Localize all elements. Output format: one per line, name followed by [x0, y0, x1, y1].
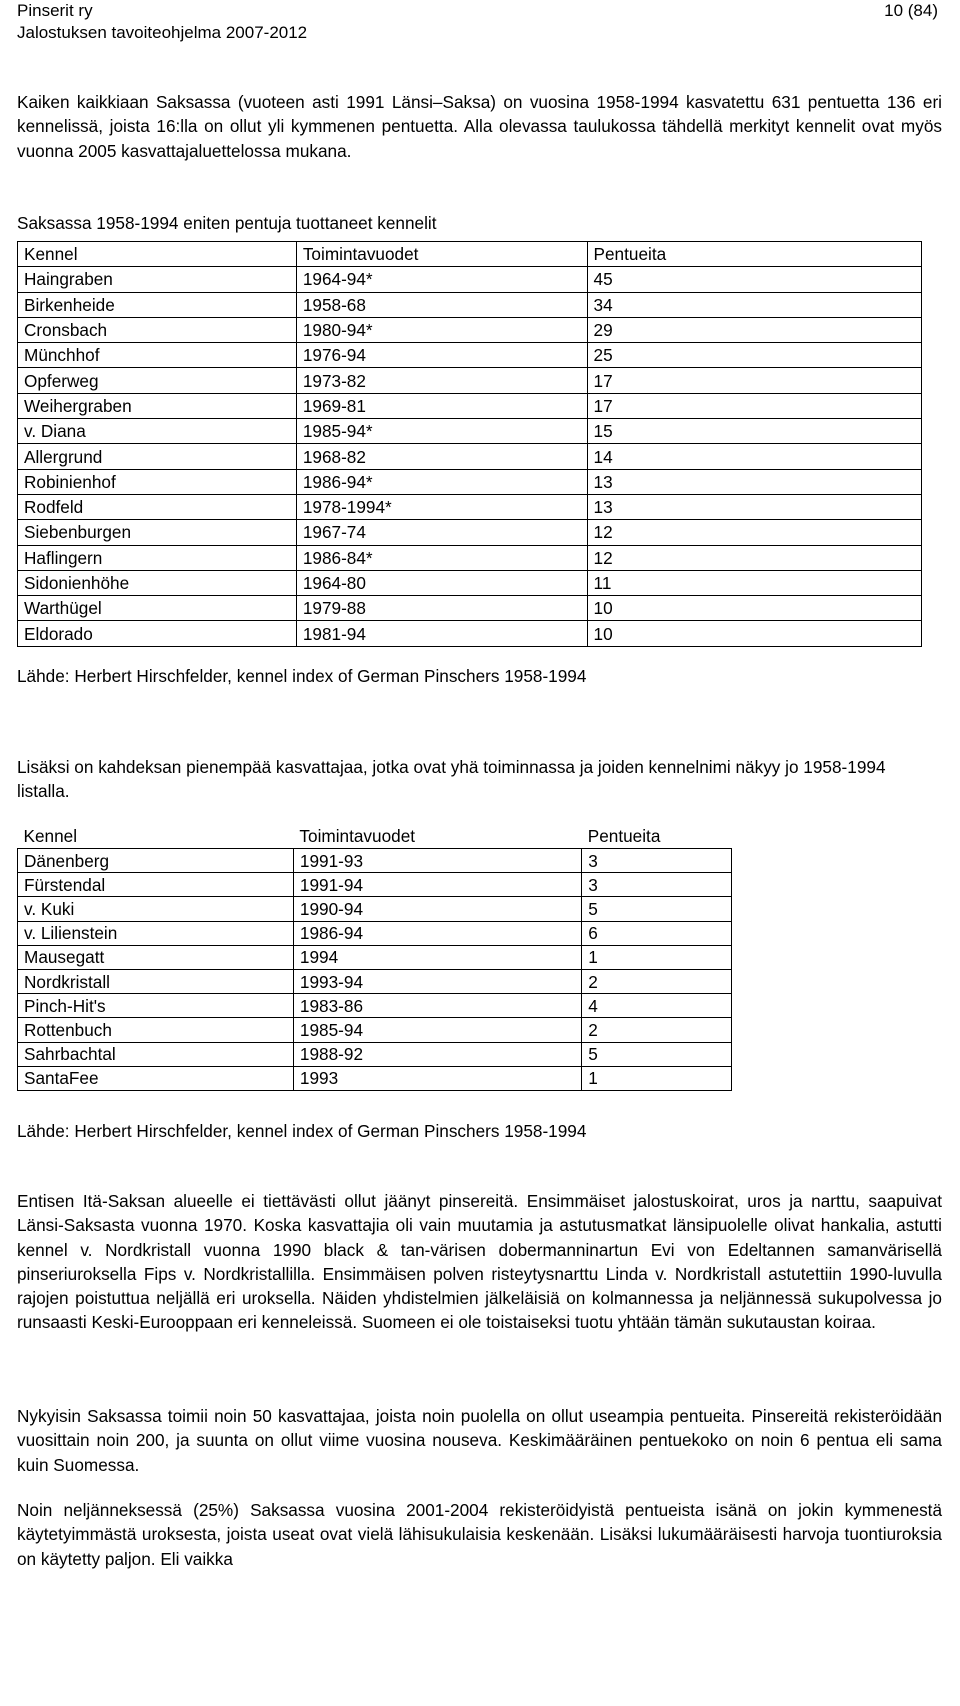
cell-litters: 34 — [587, 292, 921, 317]
table-row — [18, 897, 732, 921]
table-row — [18, 444, 922, 469]
cell-years: 1991-94 — [293, 873, 581, 897]
cell-litters: 14 — [587, 444, 921, 469]
cell-litters: 6 — [582, 921, 732, 945]
kennel-table-small-breeders — [17, 824, 732, 1091]
cell-litters: 29 — [587, 317, 921, 342]
table-row — [18, 994, 732, 1018]
cell-litters: 3 — [582, 849, 732, 873]
table-row — [18, 494, 922, 519]
cell-kennel: Rodfeld — [18, 494, 297, 519]
cell-litters: 13 — [587, 494, 921, 519]
table1-source: Lähde: Herbert Hirschfelder, kennel index of German Pinschers 1958-1994 — [17, 666, 587, 686]
cell-kennel: Sahrbachtal — [18, 1042, 294, 1066]
table-row — [18, 368, 922, 393]
table-row — [18, 317, 922, 342]
col-header-kennel: Kennel — [18, 242, 297, 267]
cell-years: 1978-1994* — [296, 494, 587, 519]
cell-years: 1981-94 — [296, 621, 587, 646]
page-number: 10 (84) — [884, 1, 938, 20]
cell-litters: 4 — [582, 994, 732, 1018]
table-row — [18, 1066, 732, 1090]
table-row — [18, 945, 732, 969]
org-name: Pinserit ry — [17, 1, 93, 20]
col-header-litters: Pentueita — [587, 242, 921, 267]
cell-litters: 12 — [587, 545, 921, 570]
table-row — [18, 921, 732, 945]
cell-kennel: Eldorado — [18, 621, 297, 646]
table-row — [18, 419, 922, 444]
cell-kennel: Siebenburgen — [18, 520, 297, 545]
table-row — [18, 849, 732, 873]
cell-years: 1967-74 — [296, 520, 587, 545]
cell-kennel: Sidonienhöhe — [18, 570, 297, 595]
table-row — [18, 393, 922, 418]
cell-kennel: Nordkristall — [18, 969, 294, 993]
cell-kennel: Dänenberg — [18, 849, 294, 873]
cell-years: 1991-93 — [293, 849, 581, 873]
table2-source: Lähde: Herbert Hirschfelder, kennel index of German Pinschers 1958-1994 — [17, 1121, 587, 1141]
cell-kennel: Robinienhof — [18, 469, 297, 494]
cell-litters: 17 — [587, 393, 921, 418]
cell-kennel: Fürstendal — [18, 873, 294, 897]
table-row — [18, 621, 922, 646]
table-row — [18, 267, 922, 292]
cell-years: 1988-92 — [293, 1042, 581, 1066]
cell-kennel: Allergrund — [18, 444, 297, 469]
cell-years: 1985-94 — [293, 1018, 581, 1042]
header-left — [17, 0, 307, 44]
cell-kennel: Haingraben — [18, 267, 297, 292]
intro-paragraph: Kaiken kaikkiaan Saksassa (vuoteen asti 1991 Länsi–Saksa) on vuosina 1958-1994 kasvatettu 631 pentuetta 136 eri kennelissä, joista 16:lla on ollut yli kymmenen pentuetta. Alla olevassa taulukossa tähdellä merkityt kennelit ovat myös vuonna 2005 kasvattajaluettelossa mukana. — [17, 92, 942, 161]
cell-years: 1964-80 — [296, 570, 587, 595]
cell-kennel: v. Kuki — [18, 897, 294, 921]
cell-litters: 45 — [587, 267, 921, 292]
cell-litters: 10 — [587, 621, 921, 646]
cell-litters: 25 — [587, 343, 921, 368]
col-header-litters: Pentueita — [587, 826, 661, 846]
cell-years: 1993-94 — [293, 969, 581, 993]
cell-kennel: Haflingern — [18, 545, 297, 570]
cell-years: 1993 — [293, 1066, 581, 1090]
cell-kennel: v. Diana — [18, 419, 297, 444]
cell-litters: 1 — [582, 1066, 732, 1090]
cell-years: 1969-81 — [296, 393, 587, 418]
cell-litters: 17 — [587, 368, 921, 393]
table-header-row — [18, 242, 922, 267]
cell-years: 1964-94* — [296, 267, 587, 292]
cell-kennel: Mausegatt — [18, 945, 294, 969]
cell-years: 1976-94 — [296, 343, 587, 368]
table-row — [18, 570, 922, 595]
cell-litters: 11 — [587, 570, 921, 595]
cell-kennel: Cronsbach — [18, 317, 297, 342]
cell-years: 1983-86 — [293, 994, 581, 1018]
cell-years: 1986-84* — [296, 545, 587, 570]
table-row — [18, 969, 732, 993]
table-row — [18, 292, 922, 317]
table-header-row — [18, 824, 732, 849]
cell-kennel: Pinch-Hit's — [18, 994, 294, 1018]
table-row — [18, 1018, 732, 1042]
cell-years: 1958-68 — [296, 292, 587, 317]
table-row — [18, 596, 922, 621]
cell-litters: 10 — [587, 596, 921, 621]
table-row — [18, 873, 732, 897]
cell-kennel: v. Lilienstein — [18, 921, 294, 945]
doc-title: Jalostuksen tavoiteohjelma 2007-2012 — [17, 23, 308, 42]
cell-years: 1980-94* — [296, 317, 587, 342]
cell-kennel: Warthügel — [18, 596, 297, 621]
today-paragraph: Nykyisin Saksassa toimii noin 50 kasvattajaa, joista noin puolella on ollut useampia pentueita. Pinsereitä rekisteröidään vuosittain noin 200, ja suunta on ollut viime vuosina nouseva. Keskimääräinen pentuekoko on noin 6 pentua eli sama kuin Suomessa. — [17, 1406, 942, 1475]
cell-years: 1973-82 — [296, 368, 587, 393]
cell-years: 1985-94* — [296, 419, 587, 444]
col-header-years: Toimintavuodet — [299, 826, 416, 846]
middle-paragraph: Lisäksi on kahdeksan pienempää kasvattajaa, jotka ovat yhä toiminnassa ja joiden kennelnimi näkyy jo 1958-1994 listalla. — [17, 757, 886, 802]
cell-years: 1986-94* — [296, 469, 587, 494]
cell-kennel: SantaFee — [18, 1066, 294, 1090]
kennel-table-1958-1994 — [17, 241, 922, 647]
cell-kennel: Opferweg — [18, 368, 297, 393]
cell-kennel: Rottenbuch — [18, 1018, 294, 1042]
cell-kennel: Münchhof — [18, 343, 297, 368]
cell-litters: 1 — [582, 945, 732, 969]
table-row — [18, 520, 922, 545]
table-row — [18, 343, 922, 368]
cell-litters: 12 — [587, 520, 921, 545]
cell-litters: 13 — [587, 469, 921, 494]
cell-kennel: Birkenheide — [18, 292, 297, 317]
table-row — [18, 469, 922, 494]
cell-kennel: Weihergraben — [18, 393, 297, 418]
table1-caption: Saksassa 1958-1994 eniten pentuja tuottaneet kennelit — [17, 213, 437, 233]
col-header-kennel: Kennel — [23, 826, 78, 846]
page-header — [17, 0, 943, 44]
cell-years: 1968-82 — [296, 444, 587, 469]
cell-litters: 15 — [587, 419, 921, 444]
cell-litters: 2 — [582, 969, 732, 993]
east-germany-paragraph: Entisen Itä-Saksan alueelle ei tiettävästi ollut jäänyt pinsereitä. Ensimmäiset jalostuskoirat, uros ja narttu, saapuivat Länsi-Saksasta vuonna 1970. Koska kasvattajia oli vain muutamia ja astutusmatkat länsipuolelle olivat hankalia, astutti kennel v. Nordkristall vuonna 1990 black & tan-värisen dobermanninartun Evi von Edeltannen samanvärisellä pinseriuroksella Fips v. Nordkristallilla. Ensimmäisen polven risteytysnarttu Linda v. Nordkristall astutettiin 1990-luvulla rajojen poistuttua neljällä eri uroksella. Näiden yhdistelmien jälkeläisiä on kolmannessa ja neljännessä sukupolvessa jo runsaasti Keski-Eurooppaan eri kenneleissä. Suomeen ei ole toistaiseksi tuotu yhtään tämän sukutaustan koiraa. — [17, 1191, 942, 1333]
col-header-years: Toimintavuodet — [296, 242, 587, 267]
cell-litters: 5 — [582, 897, 732, 921]
cell-litters: 2 — [582, 1018, 732, 1042]
cell-litters: 5 — [582, 1042, 732, 1066]
cell-years: 1990-94 — [293, 897, 581, 921]
cell-years: 1986-94 — [293, 921, 581, 945]
cell-years: 1994 — [293, 945, 581, 969]
cell-litters: 3 — [582, 873, 732, 897]
table-row — [18, 545, 922, 570]
cell-years: 1979-88 — [296, 596, 587, 621]
top-sires-paragraph: Noin neljänneksessä (25%) Saksassa vuosina 2001-2004 rekisteröidyistä pentueista isänä on jokin kymmenestä käytetyimmästä uroksesta, joista useat ovat vielä lähisukulaisia keskenään. Lisäksi lukumääräisesti harvoja tuontiuroksia on käytetty paljon. Eli vaikka — [17, 1500, 942, 1569]
table-row — [18, 1042, 732, 1066]
